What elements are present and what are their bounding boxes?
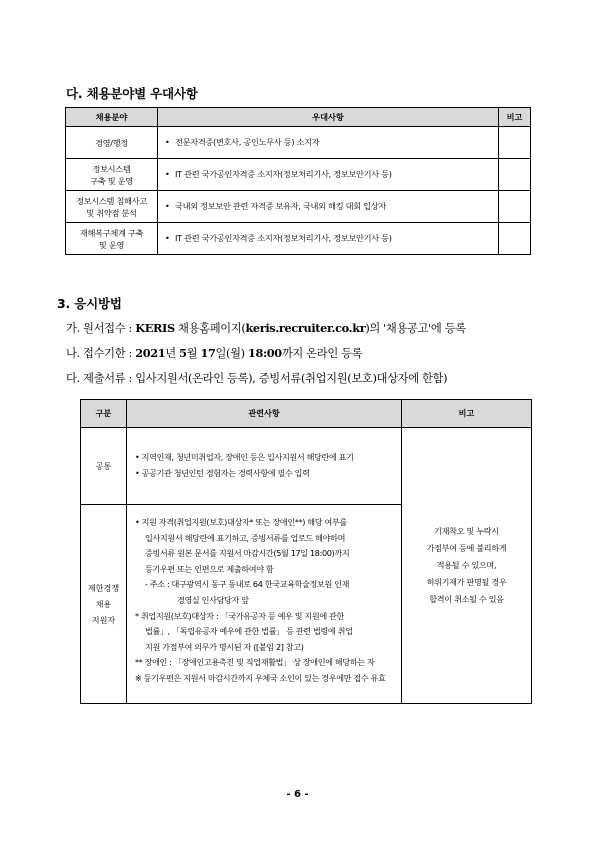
note-cell xyxy=(499,191,531,223)
column-header: 비고 xyxy=(402,400,532,428)
field-cell: 정보시스템 구축 및 운영 xyxy=(66,159,158,191)
column-header: 채용분야 xyxy=(66,108,158,127)
column-header: 구분 xyxy=(81,400,127,428)
section-3-title: 3. 응시방법 xyxy=(57,296,122,311)
preference-table xyxy=(65,107,531,255)
application-item-c: 다. 제출서류 : 입사지원서(온라인 등록), 증빙서류(취업지원(보호)대상자에 한함) xyxy=(66,372,448,385)
note-cell xyxy=(499,159,531,191)
field-cell: 경영/행정 xyxy=(66,127,158,159)
note-cell xyxy=(499,223,531,255)
table-row xyxy=(66,223,531,255)
field-cell: 정보시스템 침해사고 및 취약점 분석 xyxy=(66,191,158,223)
application-item-b: 나. 접수기한 : 2021년 5월 17일(월) 18:00까지 온라인 등록 xyxy=(66,346,363,360)
table-row xyxy=(66,159,531,191)
preference-cell: • 국내외 정보보안 관련 자격증 보유자, 국내외 해킹 대회 입상자 xyxy=(158,191,499,223)
column-header: 비고 xyxy=(499,108,531,127)
table-row xyxy=(66,127,531,159)
preference-cell: • 전문자격증(변호사, 공인노무사 등) 소지자 xyxy=(158,127,499,159)
documents-table xyxy=(80,399,532,704)
column-header: 관련사항 xyxy=(127,400,402,428)
section-d-title: 다. 채용분야별 우대사항 xyxy=(66,86,198,101)
remarks-cell: 기재착오 및 누락시 가점부여 등에 불리하게 적용될 수 있으며, 허위기재가 판명될 경우 합격이 취소될 수 있음 xyxy=(402,428,532,704)
details-cell: • 지역인재, 청년미취업자, 장애인 등은 입사지원서 해당란에 표기 • 공공기관 청년인턴 경험자는 경력사항에 필수 입력 xyxy=(127,428,402,505)
note-cell xyxy=(499,127,531,159)
field-cell: 재해복구체계 구축 및 운영 xyxy=(66,223,158,255)
category-cell: 제한경쟁 채용 지원자 xyxy=(81,505,127,704)
preference-cell: • IT 관련 국가공인자격증 소지자(정보처리기사, 정보보안기사 등) xyxy=(158,159,499,191)
table-header-row xyxy=(81,400,532,428)
details-cell: • 지원 자격(취업지원(보호)대상자* 또는 장애인**) 해당 여부를 입사지원서 해당란에 표기하고, 증빙서류를 업로드 해야하며 증빙서류 원본 문서를 지원서 마감시간(5월 17일 18:00)까지 등기우편 또는 인편으로 제출하여야 함 - 주소 : 대구광역시 동구 동내로 64 한국교육학술정보원 인재 경영실 인사담당자 앞 * 취업지원(보호)대상자 : 「국가유공자 등 예우 및 지원에 관한 법률」, 「독립유공자 예우에 관한 법률」 등 관련 법령에 취업 지원 가점부여 의무가 명시된 자 ([붙임 2] 참고) ** 장애인 : 「장애인고용촉진 및 직업재활법」 상 장애인에 해당하는 자 ※ 등기우편은 지원서 마감시간까지 우체국 소인이 있는 경우에만 접수 유효 xyxy=(127,505,402,704)
table-row xyxy=(81,428,532,505)
category-cell: 공통 xyxy=(81,428,127,505)
table-row xyxy=(66,191,531,223)
column-header: 우대사항 xyxy=(158,108,499,127)
preference-cell: • IT 관련 국가공인자격증 소지자(정보처리기사, 정보보안기사 등) xyxy=(158,223,499,255)
application-item-a: 가. 원서접수 : KERIS 채용홈페이지(keris.recruiter.co.kr)의 '채용공고'에 등록 xyxy=(66,321,466,335)
page-number: - 6 - xyxy=(286,789,309,800)
table-header-row xyxy=(66,108,531,127)
